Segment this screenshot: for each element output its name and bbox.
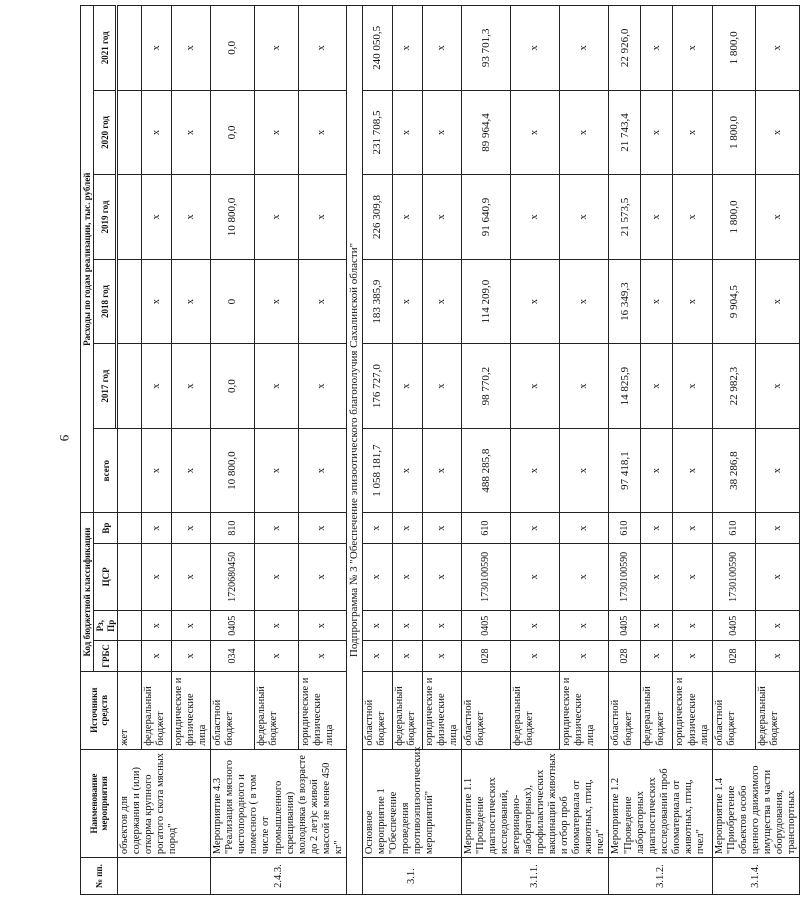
row-rzpr: х: [142, 611, 172, 641]
row-2017: х: [172, 344, 211, 429]
row-2017: 14 825,9: [609, 344, 641, 429]
row-grbs: х: [510, 641, 559, 671]
row-csr: 1720680450: [211, 543, 255, 610]
row-2021: 0,0: [211, 6, 255, 91]
row-rzpr: 0405: [211, 611, 255, 641]
row-2020: х: [142, 90, 172, 175]
row-2021: х: [172, 6, 211, 91]
col-source-header: Источники средств: [81, 671, 118, 749]
row-2018: 9 904,5: [712, 259, 756, 344]
row-2018: х: [673, 259, 712, 344]
row-csr: х: [641, 543, 673, 610]
row-2020: 21 743,4: [609, 90, 641, 175]
row-rzpr: х: [560, 611, 609, 641]
row-2018: х: [641, 259, 673, 344]
row-2021: х: [641, 6, 673, 91]
row-csr: х: [422, 543, 461, 610]
row-source: областной бюджет: [362, 671, 392, 749]
row-csr: х: [756, 543, 800, 610]
row-2017: х: [510, 344, 559, 429]
row-2020: 89 964,4: [461, 90, 510, 175]
row-2017: 0,0: [211, 344, 255, 429]
table-row: [712, 6, 756, 895]
row-2020: х: [641, 90, 673, 175]
row-2019: [118, 175, 142, 260]
row-2018: 114 209,0: [461, 259, 510, 344]
row-vr: х: [255, 513, 299, 543]
row-name: Основное мероприятие 1 "Обеспечение проведения противоэпизоотических мероприятий": [362, 749, 461, 857]
row-rzpr: х: [362, 611, 392, 641]
row-csr: х: [392, 543, 422, 610]
row-grbs: х: [299, 641, 347, 671]
total-header: всего: [94, 428, 118, 513]
row-source: федеральный бюджет: [510, 671, 559, 749]
row-source: жет: [118, 671, 142, 749]
row-grbs: 028: [609, 641, 641, 671]
table-row: [461, 6, 510, 895]
row-2017: х: [756, 344, 800, 429]
table-row: [211, 6, 255, 895]
row-vr: 610: [609, 513, 641, 543]
row-rzpr: х: [172, 611, 211, 641]
row-rzpr: х: [756, 611, 800, 641]
row-vr: х: [510, 513, 559, 543]
row-grbs: х: [172, 641, 211, 671]
row-total: 38 286,8: [712, 428, 756, 513]
row-source: федеральный бюджет: [641, 671, 673, 749]
row-total: х: [756, 428, 800, 513]
row-2021: х: [255, 6, 299, 91]
row-2020: х: [422, 90, 461, 175]
row-grbs: х: [641, 641, 673, 671]
year-2020-header: 2020 год: [94, 90, 116, 175]
row-2018: 0: [211, 259, 255, 344]
row-2019: х: [392, 175, 422, 260]
row-2021: х: [422, 6, 461, 91]
row-2021: х: [510, 6, 559, 91]
year-2021-header: 2021 год: [94, 6, 116, 91]
row-name: Мероприятие 1.4 "Приобретение объектов особо ценного движимого имущества в части оборудования, транспортных: [712, 749, 799, 857]
row-total: х: [673, 428, 712, 513]
row-2019: х: [510, 175, 559, 260]
row-2019: х: [756, 175, 800, 260]
row-source: юридические и физические лица: [422, 671, 461, 749]
row-vr: х: [142, 513, 172, 543]
row-2019: х: [641, 175, 673, 260]
row-2018: 183 385,9: [362, 259, 392, 344]
row-grbs: х: [756, 641, 800, 671]
row-total: х: [255, 428, 299, 513]
row-rzpr: х: [422, 611, 461, 641]
row-grbs: [118, 641, 142, 671]
row-2019: х: [673, 175, 712, 260]
row-2019: х: [255, 175, 299, 260]
row-2020: х: [172, 90, 211, 175]
row-source: юридические и физические лица: [172, 671, 211, 749]
row-rzpr: 0405: [461, 611, 510, 641]
table-row: [362, 6, 392, 895]
row-grbs: х: [392, 641, 422, 671]
row-name: Мероприятие 4.3 "Реализация мясного чистопородного и помесного ( в том числе от промышленного скрещивания) молодняка (в возрасте до 2 лет)с живой массой не менее 450 кг": [211, 749, 347, 857]
col-name-header: Наименование мероприятия: [81, 749, 118, 857]
row-2020: х: [756, 90, 800, 175]
row-2017: 176 727,0: [362, 344, 392, 429]
row-rzpr: 0405: [609, 611, 641, 641]
row-2018: 16 349,3: [609, 259, 641, 344]
row-2019: х: [142, 175, 172, 260]
row-rzpr: х: [673, 611, 712, 641]
row-csr: х: [673, 543, 712, 610]
row-vr: х: [362, 513, 392, 543]
row-source: федеральный бюджет: [392, 671, 422, 749]
table-row: [346, 6, 362, 895]
year-2019-header: 2019 год: [94, 175, 116, 260]
row-2019: 91 640,9: [461, 175, 510, 260]
row-num: 3.1.1.: [461, 858, 609, 895]
row-source: юридические и физические лица: [673, 671, 712, 749]
row-csr: х: [255, 543, 299, 610]
row-total: 488 285,8: [461, 428, 510, 513]
table-row: [609, 6, 641, 895]
row-total: х: [172, 428, 211, 513]
row-total: х: [299, 428, 347, 513]
row-2017: 98 770,2: [461, 344, 510, 429]
row-total: 10 800,0: [211, 428, 255, 513]
page-number: 9: [57, 434, 72, 442]
row-grbs: 034: [211, 641, 255, 671]
row-csr: х: [172, 543, 211, 610]
table-row: [118, 6, 142, 895]
row-grbs: х: [673, 641, 712, 671]
row-2020: х: [560, 90, 609, 175]
row-name: Мероприятие 1.1 "Проведение диагностических исследований, ветеринарно-лабораторных), профилактических вакцинаций животных и отбор проб биоматериала от животных, птиц, пчел": [461, 749, 609, 857]
row-grbs: х: [560, 641, 609, 671]
row-total: 1 058 181,7: [362, 428, 392, 513]
row-vr: х: [172, 513, 211, 543]
row-vr: х: [756, 513, 800, 543]
row-source: областной бюджет: [712, 671, 756, 749]
row-csr: х: [142, 543, 172, 610]
row-csr: 1730100590: [609, 543, 641, 610]
row-grbs: х: [142, 641, 172, 671]
row-source: юридические и физические лица: [560, 671, 609, 749]
row-2019: 1 800,0: [712, 175, 756, 260]
row-vr: х: [392, 513, 422, 543]
row-vr: х: [299, 513, 347, 543]
row-2021: 93 701,3: [461, 6, 510, 91]
row-2017: х: [392, 344, 422, 429]
row-source: областной бюджет: [461, 671, 510, 749]
grbs-header: ГРБС: [94, 641, 118, 671]
row-2017: х: [641, 344, 673, 429]
row-2018: х: [560, 259, 609, 344]
row-2019: х: [422, 175, 461, 260]
row-2019: х: [299, 175, 347, 260]
row-2017: х: [673, 344, 712, 429]
row-total: х: [142, 428, 172, 513]
row-2020: х: [392, 90, 422, 175]
row-2020: х: [299, 90, 347, 175]
row-2020: 1 800,0: [712, 90, 756, 175]
year-2017-header: 2017 год: [94, 344, 116, 429]
row-rzpr: х: [392, 611, 422, 641]
row-grbs: х: [255, 641, 299, 671]
budget-table: [80, 5, 800, 895]
row-2021: 1 800,0: [712, 6, 756, 91]
row-2021: х: [142, 6, 172, 91]
row-vr: х: [673, 513, 712, 543]
row-total: х: [510, 428, 559, 513]
row-num: 3.1.: [362, 858, 461, 895]
row-num: 3.1.2.: [609, 858, 712, 895]
row-num: [118, 858, 211, 895]
row-2020: 0,0: [211, 90, 255, 175]
expenses-header: Расходы по годам реализации, тыс. рублей: [81, 6, 94, 513]
row-csr: [118, 543, 142, 610]
row-2020: х: [673, 90, 712, 175]
row-csr: х: [299, 543, 347, 610]
row-rzpr: х: [299, 611, 347, 641]
row-2017: х: [299, 344, 347, 429]
row-2021: х: [392, 6, 422, 91]
row-grbs: 028: [712, 641, 756, 671]
row-total: х: [422, 428, 461, 513]
row-2017: х: [255, 344, 299, 429]
row-source: областной бюджет: [609, 671, 641, 749]
row-name: Мероприятие 1.2 "Проведение лабораторных диагностических исследований проб биоматериала от животных, птиц, пчел": [609, 749, 712, 857]
row-2019: х: [560, 175, 609, 260]
row-vr: 610: [461, 513, 510, 543]
row-2019: х: [172, 175, 211, 260]
row-source: федеральный бюджет: [142, 671, 172, 749]
row-vr: х: [422, 513, 461, 543]
row-total: 97 418,1: [609, 428, 641, 513]
row-2017: х: [422, 344, 461, 429]
csr-header: ЦСР: [94, 543, 118, 610]
row-name: объектов для содержания и (или) откорма крупного рогатого скота мясных пород": [118, 749, 211, 857]
row-csr: х: [510, 543, 559, 610]
rzpr-header: Рз, Пр: [94, 611, 118, 641]
row-rzpr: [118, 611, 142, 641]
col-num-header: № пп.: [81, 858, 118, 895]
row-grbs: х: [422, 641, 461, 671]
row-total: х: [392, 428, 422, 513]
vr-header: Вр: [94, 513, 118, 543]
row-total: х: [560, 428, 609, 513]
row-2018: х: [422, 259, 461, 344]
row-total: [118, 428, 142, 513]
subprogram-title: Подпрограмма № 3 "Обеспечение эпизоотического благополучия Сахалинской области": [346, 6, 362, 895]
row-2019: 226 309,8: [362, 175, 392, 260]
row-2020: 231 708,5: [362, 90, 392, 175]
row-grbs: х: [362, 641, 392, 671]
row-rzpr: х: [255, 611, 299, 641]
row-2019: 21 573,5: [609, 175, 641, 260]
row-2019: 10 800,0: [211, 175, 255, 260]
row-2021: х: [673, 6, 712, 91]
row-vr: 610: [712, 513, 756, 543]
row-rzpr: х: [510, 611, 559, 641]
row-vr: х: [641, 513, 673, 543]
row-2021: 22 926,0: [609, 6, 641, 91]
row-source: юридические и физические лица: [299, 671, 347, 749]
row-total: х: [641, 428, 673, 513]
row-2018: х: [299, 259, 347, 344]
row-2018: [118, 259, 142, 344]
row-vr: 810: [211, 513, 255, 543]
row-2017: х: [142, 344, 172, 429]
row-2018: х: [392, 259, 422, 344]
row-source: федеральный бюджет: [756, 671, 800, 749]
row-2018: х: [255, 259, 299, 344]
row-csr: 1730100590: [461, 543, 510, 610]
row-source: федеральный бюджет: [255, 671, 299, 749]
budget-code-header: Код бюджетной классификации: [81, 513, 94, 671]
row-2021: [118, 6, 142, 91]
row-csr: х: [560, 543, 609, 610]
row-rzpr: х: [641, 611, 673, 641]
row-2021: 240 050,5: [362, 6, 392, 91]
row-grbs: 028: [461, 641, 510, 671]
row-2020: х: [510, 90, 559, 175]
rotated-table-container: [80, 5, 798, 895]
row-2021: х: [756, 6, 800, 91]
row-2018: х: [142, 259, 172, 344]
row-csr: 1730100590: [712, 543, 756, 610]
row-vr: [118, 513, 142, 543]
row-2018: х: [510, 259, 559, 344]
row-num: 2.4.3.: [211, 858, 347, 895]
row-num: 3.1.4.: [712, 858, 799, 895]
row-2020: [118, 90, 142, 175]
year-2018-header: 2018 год: [94, 259, 116, 344]
row-2021: х: [299, 6, 347, 91]
row-2021: х: [560, 6, 609, 91]
row-vr: х: [560, 513, 609, 543]
row-source: областной бюджет: [211, 671, 255, 749]
row-rzpr: 0405: [712, 611, 756, 641]
row-2018: х: [756, 259, 800, 344]
row-2020: х: [255, 90, 299, 175]
row-2017: х: [560, 344, 609, 429]
row-csr: х: [362, 543, 392, 610]
row-2018: х: [172, 259, 211, 344]
row-2017: [118, 344, 142, 429]
row-2017: 22 982,3: [712, 344, 756, 429]
